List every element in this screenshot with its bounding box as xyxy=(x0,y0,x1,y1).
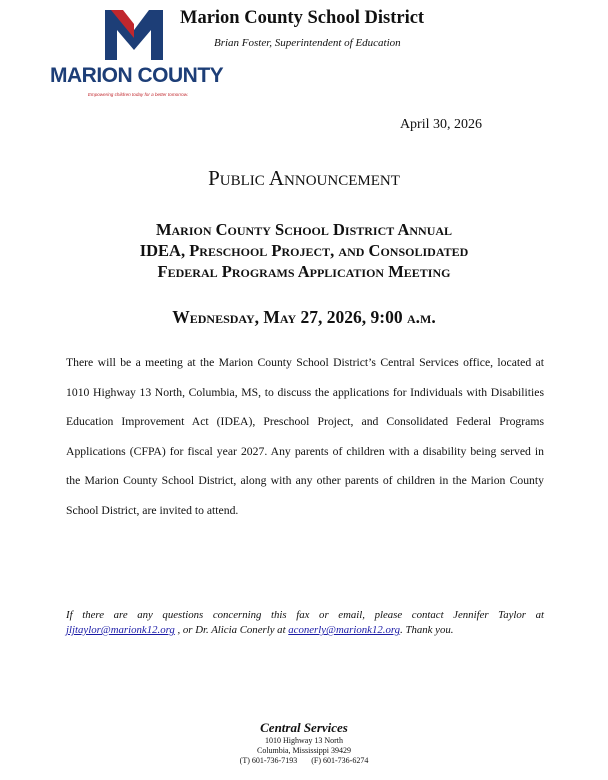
logo-wordmark: MARION COUNTY xyxy=(50,64,224,87)
footer-fax: (F) 601-736-6274 xyxy=(311,756,369,765)
footer-address-street: 1010 Highway 13 North xyxy=(265,736,343,745)
footer-address-city: Columbia, Mississippi 39429 xyxy=(256,746,351,755)
contact-text-middle: , or Dr. Alicia Conerly at xyxy=(174,624,289,636)
superintendent-line: Brian Foster, Superintendent of Education xyxy=(214,37,401,49)
announcement-date: April 30, 2026 xyxy=(399,117,482,132)
footer-title: Central Services xyxy=(260,720,348,735)
contact-text-after: . Thank you. xyxy=(400,624,454,636)
meeting-title-line: Federal Programs Application Meeting xyxy=(157,262,451,281)
footer-phone-fax xyxy=(0,756,608,766)
announcement-body: There will be a meeting at the Marion County School District’s Central Services office, located at 1010 Highway 13 North, Columbia, MS, to discuss the applications for Individuals with Disabilities Education Improvement Act (IDEA), Preschool Project, and Consolidated Federal Programs Applications (CFPA) for fiscal year 2027. Any parents of children with a disability being served in the Marion County School District, along with any other parents of children in the Marion County School District, are invited to attend. xyxy=(66,356,544,517)
meeting-title xyxy=(0,219,608,282)
meeting-datetime: Wednesday, May 27, 2026, 9:00 a.m. xyxy=(172,307,436,327)
footer-phone: (T) 601-736-7193 xyxy=(239,756,298,765)
contact-text-before: If there are any questions concerning this fax or email, please contact Jennifer Taylor at xyxy=(66,609,544,621)
logo-tagline: Empowering children today for a better tomorrow. xyxy=(87,92,189,97)
meeting-title-line: IDEA, Preschool Project, and Consolidated xyxy=(139,241,469,260)
contact-paragraph xyxy=(66,608,544,638)
m-logo-icon xyxy=(105,8,163,60)
district-name: Marion County School District xyxy=(180,8,425,28)
footer xyxy=(0,720,608,766)
email-link-taylor[interactable]: jljtaylor@marionk12.org xyxy=(66,624,175,636)
email-link-conerly[interactable]: aconerly@marionk12.org xyxy=(288,624,401,636)
announcement-heading: Public Announcement xyxy=(208,166,400,190)
meeting-title-line: Marion County School District Annual xyxy=(155,220,453,239)
